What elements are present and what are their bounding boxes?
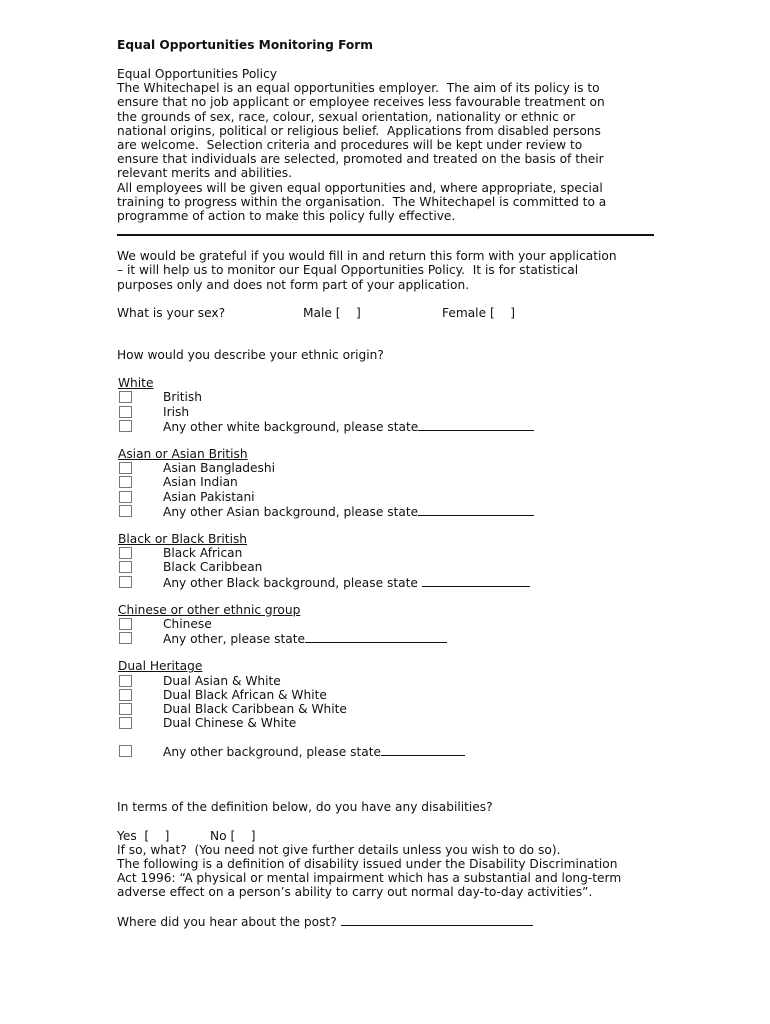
ethnic-group-asian [117, 447, 662, 518]
option-row [117, 390, 662, 404]
hear-about-write-in-line[interactable] [341, 914, 533, 926]
option-label: Any other Black background, please state [163, 575, 530, 590]
policy-line: training to progress within the organisation. The Whitechapel is committed to a [117, 194, 607, 209]
option-row [117, 475, 662, 489]
option-row [117, 546, 662, 560]
checkbox[interactable] [119, 491, 132, 503]
hear-about-question: Where did you hear about the post? [117, 914, 341, 929]
form-title: Equal Opportunities Monitoring Form [117, 38, 373, 52]
form-page [117, 38, 662, 929]
group-heading: Chinese or other ethnic group [118, 602, 301, 617]
intro-line: – it will help us to monitor our Equal Opportunities Policy. It is for statistical [117, 263, 579, 278]
option-label: Dual Chinese & White [163, 716, 297, 731]
disability-answer-row [117, 829, 662, 843]
option-row [117, 631, 662, 645]
option-row [117, 504, 662, 518]
option-row [117, 617, 662, 631]
option-label: British [163, 390, 202, 405]
option-label: Chinese [163, 616, 212, 631]
ethnic-group-chinese [117, 603, 662, 646]
option-row [117, 405, 662, 419]
group-heading: Dual Heritage [118, 659, 203, 674]
intro-line: We would be grateful if you would fill in and return this form with your application [117, 249, 617, 264]
policy-line: The Whitechapel is an equal opportunities employer. The aim of its policy is to [117, 81, 600, 96]
option-label: Asian Pakistani [163, 489, 255, 504]
write-in-line[interactable] [305, 631, 447, 643]
option-label: Black African [163, 546, 243, 561]
section-divider [117, 234, 654, 236]
option-row [117, 688, 662, 702]
option-row [117, 461, 662, 475]
checkbox[interactable] [119, 406, 132, 418]
disability-yes-option[interactable]: Yes [ ] [117, 828, 170, 843]
checkbox[interactable] [119, 632, 132, 644]
policy-line: ensure that no job applicant or employee receives less favourable treatment on [117, 95, 605, 110]
option-row-other-background [117, 744, 662, 758]
option-row [117, 575, 662, 589]
definition-line: adverse effect on a person’s ability to carry out normal day-to-day activities”. [117, 885, 593, 900]
option-row [117, 419, 662, 433]
disability-question: In terms of the definition below, do you have any disabilities? [117, 800, 493, 815]
checkbox[interactable] [119, 391, 132, 403]
option-label: Dual Asian & White [163, 673, 281, 688]
definition-line: Act 1996: “A physical or mental impairment which has a substantial and long-term [117, 871, 622, 886]
ethnic-group-black [117, 532, 662, 589]
policy-line: All employees will be given equal opportunities and, where appropriate, special [117, 180, 603, 195]
disability-definition [117, 857, 662, 900]
sex-male-option[interactable]: Male [ ] [303, 305, 361, 320]
policy-line: ensure that individuals are selected, promoted and treated on the basis of their [117, 152, 604, 167]
intro-text [117, 249, 662, 292]
option-row [117, 702, 662, 716]
write-in-line[interactable] [422, 575, 530, 587]
option-row [117, 674, 662, 688]
group-heading: White [118, 376, 154, 391]
option-label: Asian Bangladeshi [163, 461, 275, 476]
group-heading: Asian or Asian British [118, 447, 248, 461]
checkbox[interactable] [119, 476, 132, 488]
checkbox[interactable] [119, 576, 132, 588]
sex-female-option[interactable]: Female [ ] [442, 305, 515, 320]
checkbox[interactable] [119, 547, 132, 559]
checkbox[interactable] [119, 703, 132, 715]
policy-line: are welcome. Selection criteria and procedures will be kept under review to [117, 138, 583, 153]
checkbox[interactable] [119, 462, 132, 474]
checkbox[interactable] [119, 561, 132, 573]
hear-about-row [117, 914, 662, 929]
option-label: Irish [163, 404, 190, 419]
option-label: Asian Indian [163, 475, 238, 490]
policy-text [117, 81, 662, 223]
policy-line: programme of action to make this policy fully effective. [117, 209, 456, 224]
ethnic-group-white [117, 376, 662, 433]
checkbox[interactable] [119, 505, 132, 517]
checkbox[interactable] [119, 717, 132, 729]
checkbox[interactable] [119, 745, 132, 757]
option-label: Any other, please state [163, 631, 447, 646]
checkbox[interactable] [119, 420, 132, 432]
option-label: Any other white background, please state [163, 419, 534, 434]
write-in-line[interactable] [418, 504, 534, 516]
policy-line: relevant merits and abilities. [117, 166, 293, 181]
policy-line: national origins, political or religious belief. Applications from disabled persons [117, 123, 601, 138]
disability-no-option[interactable]: No [ ] [210, 828, 256, 843]
disability-followup: If so, what? (You need not give further details unless you wish to do so). [117, 842, 561, 857]
checkbox[interactable] [119, 618, 132, 630]
sex-question: What is your sex? [117, 305, 226, 320]
checkbox[interactable] [119, 689, 132, 701]
option-row [117, 490, 662, 504]
option-label: Dual Black African & White [163, 687, 327, 702]
checkbox[interactable] [119, 675, 132, 687]
write-in-line[interactable] [381, 744, 465, 756]
option-row [117, 716, 662, 730]
intro-line: purposes only and does not form part of your application. [117, 277, 470, 292]
option-label: Black Caribbean [163, 560, 263, 575]
ethnic-question: How would you describe your ethnic origin? [117, 348, 384, 363]
ethnic-group-dual-heritage [117, 659, 662, 730]
sex-question-row [117, 306, 662, 320]
policy-heading: Equal Opportunities Policy [117, 67, 277, 81]
option-label: Dual Black Caribbean & White [163, 701, 347, 716]
write-in-line[interactable] [418, 419, 534, 431]
group-heading: Black or Black British [118, 531, 248, 546]
policy-line: the grounds of sex, race, colour, sexual orientation, nationality or ethnic or [117, 109, 576, 124]
option-label: Any other background, please state [163, 744, 465, 759]
option-label: Any other Asian background, please state [163, 504, 534, 519]
option-row [117, 560, 662, 574]
definition-line: The following is a definition of disability issued under the Disability Discrimination [117, 857, 618, 872]
